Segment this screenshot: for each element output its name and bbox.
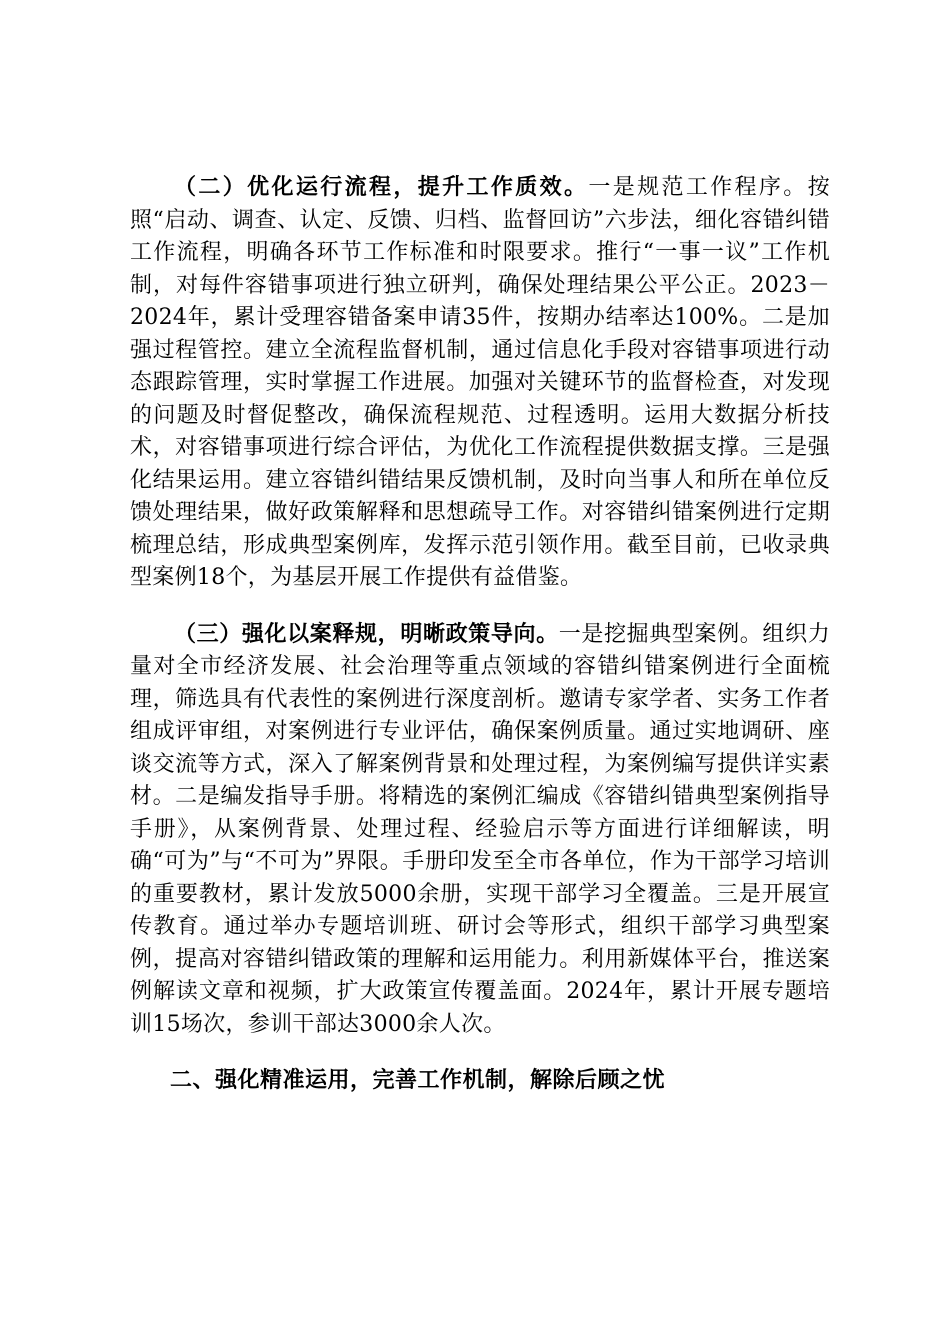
paragraph-section-3 xyxy=(130,619,830,1042)
paragraph-body-text: 一是规范工作程序。按照“启动、调查、认定、反馈、归档、监督回访”六步法，细化容错纠错工作流程，明确各环节工作标准和时限要求。推行“一事一议”工作机制，对每件容错事项进行独立研判，确保处理结果公平公正。2023－2024年，累计受理容错备案申请35件，按期办结率达100%。二是加强过程管控。建立全流程监督机制，通过信息化手段对容错事项进行动态跟踪管理，实时掌握工作进展。加强对关键环节的监督检查，对发现的问题及时督促整改，确保流程规范、过程透明。运用大数据分析技术，对容错事项进行综合评估，为优化工作流程提供数据支撑。三是强化结果运用。建立容错纠错结果反馈机制，及时向当事人和所在单位反馈处理结果，做好政策解释和思想疏导工作。对容错纠错案例进行定期梳理总结，形成典型案例库，发挥示范引领作用。截至目前，已收录典型案例18个，为基层开展工作提供有益借鉴。 xyxy=(130,175,830,590)
paragraph-section-2 xyxy=(130,172,830,595)
document-body xyxy=(130,172,830,1098)
paragraph-lead-heading: （二）优化运行流程，提升工作质效。 xyxy=(174,175,589,200)
paragraph-body-text: 一是挖掘典型案例。组织力量对全市经济发展、社会治理等重点领域的容错纠错案例进行全面梳理，筛选具有代表性的案例进行深度剖析。邀请专家学者、实务工作者组成评审组，对案例进行专业评估，确保案例质量。通过实地调研、座谈交流等方式，深入了解案例背景和处理过程，为案例编写提供详实素材。二是编发指导手册。将精选的案例汇编成《容错纠错典型案例指导手册》，从案例背景、处理过程、经验启示等方面进行详细解读，明确“可为”与“不可为”界限。手册印发至全市各单位，作为干部学习培训的重要教材，累计发放5000余册，实现干部学习全覆盖。三是开展宣传教育。通过举办专题培训班、研讨会等形式，组织干部学习典型案例，提高对容错纠错政策的理解和运用能力。利用新媒体平台，推送案例解读文章和视频，扩大政策宣传覆盖面。2024年，累计开展专题培训15场次，参训干部达3000余人次。 xyxy=(130,621,830,1037)
section-heading: 二、强化精准运用，完善工作机制，解除后顾之忧 xyxy=(170,1068,666,1093)
paragraph-lead-heading: （三）强化以案释规，明晰政策导向。 xyxy=(174,621,559,647)
